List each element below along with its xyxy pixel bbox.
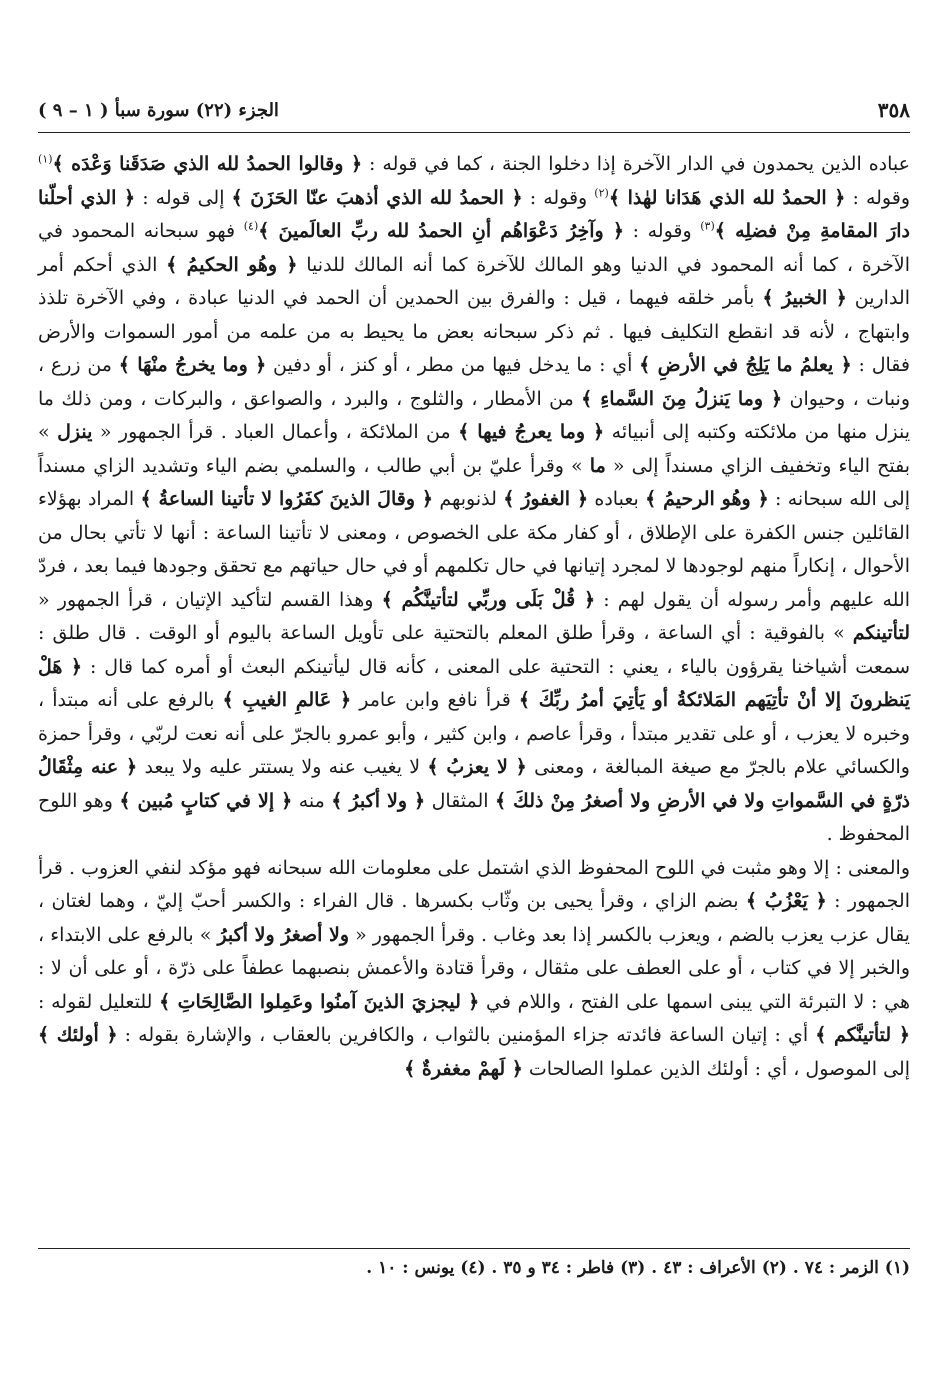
text-run: المثقال [425, 789, 496, 812]
quran-quote: ﴿ ولا أكبرُ ﴾ [331, 789, 426, 812]
text-run: بالرفع على أنه مبتدأ ، وخبره لا يعزب ، أو على تقدير مبتدأ ، وقرأ عاصم ، وابن كثير ، وأبو عمرو بالجرّ على أنه نعت لربّي ، وقرأ حمزة والكسائي علام بالجرّ مع صيغة المبالغة ، ومعنى [38, 689, 910, 778]
quran-quote: ﴿ لتأتينَّكم ﴾ [815, 1024, 911, 1046]
text-run: الذي أحكم أمر الدارين [38, 253, 910, 309]
quran-quote: ﴿ إلا في كتابٍ مُبين ﴾ [119, 789, 293, 812]
text-run: » بفتح الياء وتخفيف الزاي مسنداً إلى « [38, 421, 910, 477]
body-text [38, 148, 910, 1086]
page-number: ٣٥٨ [877, 98, 910, 122]
text-run: » بالرفع على الابتداء ، والخبر إلا في كتاب ، أو على العطف على مثقال ، وقرأ قتادة والأعمش بنصبهما عطفاً على ذرّة ، أو على أن لا : هي : لا التبرئة التي يبنى اسمها على الفتح ، واللام في [38, 923, 910, 1013]
text-run: أي : إتيان الساعة فائدته جزاء المؤمنين بالثواب ، والكافرين بالعقاب ، والإشارة بقوله : [117, 1024, 816, 1046]
paragraph [38, 148, 910, 852]
quran-quote: ﴿ وما يَنزلُ مِنَ السَّماءِ ﴾ [581, 387, 783, 410]
footnote-ref: (٣) [700, 219, 715, 233]
text-run: أي : ما يدخل فيها من مطر ، أو كنز ، أو دفين [266, 354, 640, 376]
quran-quote: ﴿ وهُو الرحيمُ ﴾ [645, 488, 769, 510]
quran-quote: ﴿ لَهمْ مغفرةٌ ﴾ [404, 1057, 523, 1080]
quran-quote: ﴿ الخبيرُ ﴾ [762, 287, 847, 309]
running-title: الجزء (٢٢) سورة سبأ ( ١ – ٩ ) [38, 100, 279, 121]
footnote-ref: (١) [38, 152, 53, 166]
footnote-ref: (٢) [594, 186, 609, 200]
quran-quote: ﴿ الذي أحلّنا دارَ المقامةِ مِنْ فضلِه ﴾ [38, 186, 911, 242]
text-run: وقوله : [522, 186, 595, 209]
paragraph [38, 852, 910, 1087]
text-run: وقوله : [624, 220, 701, 242]
quran-quote: ﴿ يَعْزُبُ ﴾ [745, 890, 827, 912]
text-run: من الملائكة ، وأعمال العباد . قرأ الجمهور « [92, 421, 459, 443]
quran-quote: ﴿ وما يخرجُ منْهَا ﴾ [118, 354, 267, 376]
text-run: لا يغيب عنه ولا يستتر عليه ولا يبعد [137, 756, 428, 778]
text-run: منه [292, 789, 332, 812]
quran-quote: ﴿ قُلْ بَلَى وربِّي لتأتينَّكُم ﴾ [381, 588, 596, 611]
quran-quote: ولا أصغرُ ولا أكبرُ [217, 923, 350, 946]
text-run: قرأ نافع وابن عامر [351, 689, 519, 711]
text-run: للتعليل لقوله : [38, 990, 160, 1013]
text-run: لذنوبهم [433, 488, 504, 510]
text-run: » بالفوقية : أي الساعة ، وقرأ طلق المعلم بالتحتية على تأويل الساعة باليوم أو الوقت . قال طلق : سمعت أشياخنا يقرؤون بالياء ، يعني : التحتية على المعنى ، كأنه قال ليأتينكم البعث أو أمره كما قال : [38, 622, 910, 678]
text-run: فهو سبحانه المحمود في الآخرة ، كما أنه المحمود في الدنيا وهو المالك للآخرة كما أنه المالك للدنيا [38, 220, 910, 276]
text-run: والمعنى : إلا وهو مثبت في اللوح المحفوظ الذي اشتمل على معلومات الله سبحانه فهو مؤكد لنفي العزوب . قرأ الجمهور : [38, 856, 910, 912]
quran-quote: ﴿ هَلْ يَنظرونَ إلا أنْ تأتِيَهم المَلائكةُ أو يَأتِيَ أمرُ ربِّكَ ﴾ [38, 655, 910, 711]
quran-quote: ﴿ ليجزيَ الذينَ آمنُوا وعَمِلوا الصَّالِحَاتِ ﴾ [159, 990, 480, 1013]
quran-quote: ﴿ وآخِرُ دَعْوَاهُم أنِ الحمدُ لله ربِّ العالَمينَ ﴾ [258, 220, 624, 242]
quran-quote: ﴿ وهُو الحكيمُ ﴾ [166, 253, 298, 276]
quran-quote: ﴿ وما يعرجُ فيها ﴾ [458, 421, 605, 443]
text-run: عباده الذين يحمدون في الدار الآخرة إذا دخلوا الجنة ، كما في قوله : [362, 153, 910, 175]
quran-quote: ما [589, 454, 606, 477]
text-run: بضم الزاي ، وقرأ يحيى بن وثّاب بكسرها . قال الفراء : والكسر أحبّ إليّ ، وهما لغتان ، يقال عزب يعزب بالضم ، ويعزب بالكسر إذا بعد وغاب . وقرأ الجمهور « [38, 890, 910, 946]
quran-quote: ﴿ وقالوا الحمدُ لله الذي صَدَقَنا وَعْدَه ﴾ [52, 153, 363, 175]
text-run: بعباده [588, 488, 646, 510]
quran-quote: ﴿ وقالَ الذينَ كفَرُوا لا تأتينا الساعةُ ﴾ [140, 488, 434, 510]
footnote-ref: (٤) [243, 219, 259, 233]
text-run: » وقرأ عليّ بن أبي طالب ، والسلمي بضم الياء وتشديد الزاي مسنداً إلى الله سبحانه : [38, 454, 910, 510]
text-run: من زرع ، ونبات ، وحيوان [38, 354, 910, 410]
quran-quote: ﴿ عَالمِ الغيبِ ﴾ [222, 689, 352, 711]
text-run: وقوله : [845, 186, 911, 209]
quran-quote: لتأتينكم [852, 622, 910, 644]
quran-quote: ﴿ الغفورُ ﴾ [503, 488, 589, 510]
quran-quote: ﴿ عنه مِثْقَالُ ذرّةٍ في السَّمواتِ ولا في الأرضِ ولا أصغرُ مِنْ ذلكَ ﴾ [38, 756, 910, 812]
text-run: إلى الموصول ، أي : أولئك الذين عملوا الصالحات [522, 1057, 910, 1080]
text-run: من الأمطار ، والثلوج ، والبرد ، والصواعق ، والبركات ، ومن ذلك ما ينزل منها من ملائكته وكتبه إلى أنبيائه [38, 387, 910, 443]
quran-quote: ﴿ الحمدُ لله الذي أذهبَ عنّا الحَزَنَ ﴾ [231, 186, 523, 209]
text-run: إلى قوله : [135, 186, 232, 209]
text-run: بأمر خلقه فيهما ، قيل : والفرق بين الحمدين أن الحمد في الدنيا عبادة ، وفي الآخرة تلذذ وابتهاج ، لأنه قد انقطع التكليف فيها . ثم ذكر سبحانه بعض ما يحيط به من علمه من أمور السموات والأرض فقال : [38, 287, 910, 376]
quran-quote: ﴿ يعلمُ ما يَلِجُ في الأرضِ ﴾ [639, 354, 852, 376]
text-run: وهو اللوح المحفوظ . [38, 789, 910, 845]
text-run: وهذا القسم لتأكيد الإتيان ، قرأ الجمهور « [38, 588, 382, 611]
quran-quote: ﴿ الحمدُ لله الذي هَدَانا لهٰذا ﴾ [608, 186, 846, 209]
header-rule [38, 132, 910, 133]
quran-quote: ﴿ أولئك ﴾ [38, 1024, 118, 1046]
quran-quote: ﴿ لا يعزبُ ﴾ [427, 756, 527, 778]
quran-quote: ينزل [57, 421, 93, 443]
text-run: المراد بهؤلاء القائلين جنس الكفرة على الإطلاق ، أو كفار مكة على الخصوص ، ومعنى لا تأتينا الساعة : أنها لا تأتي بحال من الأحوال ، إنكاراً منهم لوجودها لا لمجرد إتيانها في حال تكلمهم أو في حال حياتهم مع تحقق وجودها فيما بعد ، فردّ الله عليهم وأمر رسوله أن يقول لهم : [38, 488, 910, 611]
footnote-rule [38, 1248, 910, 1249]
page-header [38, 90, 910, 128]
footnotes: (١) الزمر : ٧٤ . (٢) الأعراف : ٤٣ . (٣) فاطر : ٣٤ و ٣٥ . (٤) يونس : ١٠ . [366, 1258, 910, 1278]
